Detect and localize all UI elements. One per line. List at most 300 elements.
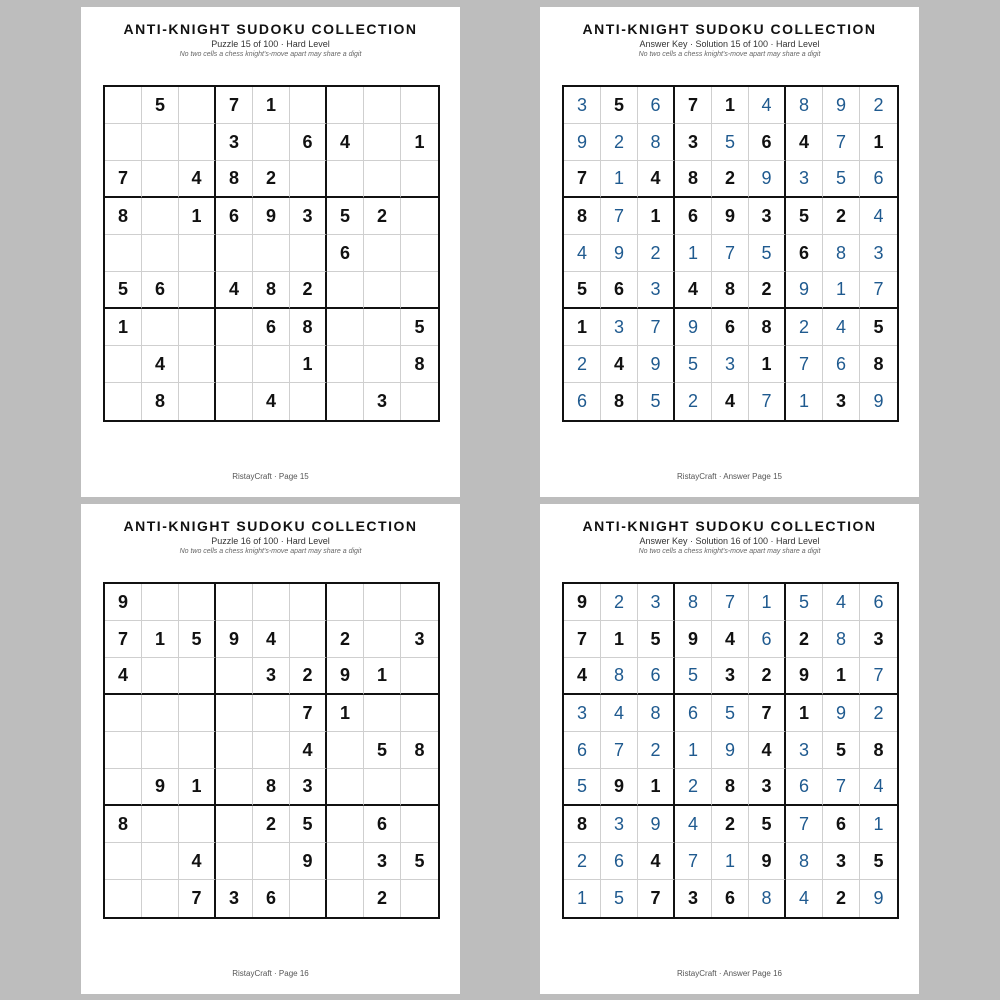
sudoku-cell xyxy=(216,843,253,880)
sudoku-cell xyxy=(179,658,216,695)
sudoku-cell: 4 xyxy=(253,383,290,420)
sudoku-cell: 8 xyxy=(253,769,290,806)
sudoku-cell xyxy=(105,695,142,732)
sudoku-cell: 1 xyxy=(860,806,897,843)
sudoku-cell: 7 xyxy=(786,806,823,843)
sudoku-cell xyxy=(327,161,364,198)
sudoku-cell: 2 xyxy=(290,272,327,309)
page-footer: RistayCraft · Page 16 xyxy=(232,969,309,978)
sudoku-cell: 8 xyxy=(786,87,823,124)
sudoku-cell xyxy=(327,272,364,309)
sudoku-cell xyxy=(401,880,438,917)
sudoku-cell: 2 xyxy=(860,87,897,124)
sudoku-cell: 7 xyxy=(860,272,897,309)
sudoku-cell: 3 xyxy=(290,198,327,235)
sudoku-cell: 3 xyxy=(364,843,401,880)
sudoku-cell: 5 xyxy=(675,346,712,383)
sudoku-cell: 1 xyxy=(823,272,860,309)
sudoku-cell: 1 xyxy=(786,383,823,420)
sudoku-cell xyxy=(179,806,216,843)
sudoku-cell: 4 xyxy=(142,346,179,383)
sudoku-cell: 8 xyxy=(564,198,601,235)
sudoku-cell: 5 xyxy=(290,806,327,843)
sudoku-cell xyxy=(253,235,290,272)
sudoku-cell xyxy=(142,161,179,198)
sudoku-cell: 7 xyxy=(601,732,638,769)
sudoku-cell: 5 xyxy=(564,272,601,309)
sudoku-cell: 4 xyxy=(253,621,290,658)
sudoku-cell xyxy=(327,880,364,917)
sudoku-cell: 6 xyxy=(216,198,253,235)
sudoku-cell xyxy=(142,584,179,621)
page-title: ANTI-KNIGHT SUDOKU COLLECTION xyxy=(123,518,418,534)
sudoku-cell: 7 xyxy=(675,87,712,124)
sudoku-cell: 7 xyxy=(564,161,601,198)
sudoku-cell: 2 xyxy=(823,880,860,917)
sudoku-cell: 4 xyxy=(786,880,823,917)
sudoku-cell: 7 xyxy=(105,161,142,198)
sudoku-cell xyxy=(179,584,216,621)
sudoku-cell: 7 xyxy=(749,383,786,420)
sudoku-cell: 1 xyxy=(253,87,290,124)
sudoku-cell: 6 xyxy=(638,87,675,124)
sudoku-cell xyxy=(290,584,327,621)
sudoku-cell: 3 xyxy=(216,124,253,161)
sudoku-cell: 6 xyxy=(638,658,675,695)
sudoku-cell xyxy=(179,732,216,769)
sudoku-cell xyxy=(290,880,327,917)
sudoku-cell: 9 xyxy=(786,272,823,309)
sudoku-cell: 3 xyxy=(601,806,638,843)
sudoku-cell xyxy=(105,235,142,272)
sudoku-cell xyxy=(327,732,364,769)
sudoku-cell: 8 xyxy=(601,383,638,420)
sudoku-cell: 9 xyxy=(786,658,823,695)
sudoku-cell: 1 xyxy=(327,695,364,732)
sudoku-cell: 6 xyxy=(364,806,401,843)
sudoku-cell: 1 xyxy=(179,198,216,235)
page-footer: RistayCraft · Answer Page 15 xyxy=(677,472,782,481)
sudoku-cell xyxy=(253,124,290,161)
sudoku-cell: 1 xyxy=(860,124,897,161)
sudoku-grid xyxy=(562,85,899,422)
sudoku-cell: 4 xyxy=(327,124,364,161)
sudoku-cell xyxy=(179,87,216,124)
sudoku-cell: 6 xyxy=(749,621,786,658)
sudoku-cell: 1 xyxy=(675,235,712,272)
sudoku-cell: 7 xyxy=(712,235,749,272)
sudoku-cell: 3 xyxy=(786,732,823,769)
sudoku-cell: 8 xyxy=(564,806,601,843)
sudoku-cell: 6 xyxy=(675,695,712,732)
sudoku-cell: 9 xyxy=(601,235,638,272)
sudoku-cell: 4 xyxy=(712,383,749,420)
sudoku-cell: 7 xyxy=(786,346,823,383)
sudoku-cell: 8 xyxy=(216,161,253,198)
sudoku-cell: 4 xyxy=(749,87,786,124)
sudoku-cell: 5 xyxy=(786,198,823,235)
sudoku-cell: 2 xyxy=(364,198,401,235)
sudoku-cell: 8 xyxy=(712,769,749,806)
page-title: ANTI-KNIGHT SUDOKU COLLECTION xyxy=(582,518,877,534)
sudoku-cell: 1 xyxy=(638,769,675,806)
sudoku-cell: 8 xyxy=(105,806,142,843)
sudoku-cell: 6 xyxy=(327,235,364,272)
sudoku-cell: 4 xyxy=(179,161,216,198)
rule-text: No two cells a chess knight's-move apart may share a digit xyxy=(179,548,362,555)
sudoku-cell: 7 xyxy=(712,584,749,621)
sudoku-cell: 3 xyxy=(823,383,860,420)
sudoku-cell: 6 xyxy=(749,124,786,161)
sudoku-cell: 5 xyxy=(401,843,438,880)
sudoku-cell xyxy=(290,383,327,420)
sudoku-cell: 2 xyxy=(860,695,897,732)
sudoku-cell: 5 xyxy=(860,843,897,880)
page-title: ANTI-KNIGHT SUDOKU COLLECTION xyxy=(123,21,418,37)
sudoku-cell: 7 xyxy=(179,880,216,917)
sudoku-cell xyxy=(364,272,401,309)
page-footer: RistayCraft · Answer Page 16 xyxy=(677,969,782,978)
sudoku-cell: 6 xyxy=(712,309,749,346)
sudoku-cell: 2 xyxy=(364,880,401,917)
sudoku-cell xyxy=(142,658,179,695)
sudoku-cell: 8 xyxy=(638,695,675,732)
sudoku-cell: 3 xyxy=(675,124,712,161)
sudoku-cell xyxy=(364,161,401,198)
sudoku-cell: 8 xyxy=(401,346,438,383)
sudoku-cell xyxy=(216,235,253,272)
sudoku-cell: 3 xyxy=(860,235,897,272)
sudoku-cell: 4 xyxy=(823,584,860,621)
sudoku-cell xyxy=(105,124,142,161)
sudoku-cell: 9 xyxy=(290,843,327,880)
sudoku-cell xyxy=(253,732,290,769)
sudoku-cell xyxy=(179,272,216,309)
sudoku-cell xyxy=(401,769,438,806)
sudoku-cell: 6 xyxy=(253,309,290,346)
sudoku-cell: 3 xyxy=(675,880,712,917)
sudoku-cell: 8 xyxy=(290,309,327,346)
sudoku-cell xyxy=(179,309,216,346)
sudoku-cell: 9 xyxy=(873,888,884,908)
sudoku-cell xyxy=(401,658,438,695)
sudoku-cell: 2 xyxy=(638,235,675,272)
sudoku-cell xyxy=(364,346,401,383)
sudoku-cell xyxy=(105,383,142,420)
sudoku-cell: 6 xyxy=(823,346,860,383)
sudoku-cell xyxy=(142,732,179,769)
sudoku-cell xyxy=(142,235,179,272)
sudoku-cell: 3 xyxy=(786,161,823,198)
sudoku-cell: 7 xyxy=(823,124,860,161)
sudoku-cell: 8 xyxy=(823,621,860,658)
sudoku-cell: 4 xyxy=(675,272,712,309)
page-title: ANTI-KNIGHT SUDOKU COLLECTION xyxy=(582,21,877,37)
sudoku-cell: 9 xyxy=(873,391,884,411)
sudoku-cell: 9 xyxy=(823,87,860,124)
sudoku-cell: 9 xyxy=(564,584,601,621)
sudoku-cell: 5 xyxy=(675,658,712,695)
sudoku-cell xyxy=(105,843,142,880)
rule-text: No two cells a chess knight's-move apart may share a digit xyxy=(179,51,362,58)
rule-text: No two cells a chess knight's-move apart may share a digit xyxy=(638,548,821,555)
sudoku-cell: 7 xyxy=(216,87,253,124)
sudoku-cell: 5 xyxy=(823,732,860,769)
sudoku-cell xyxy=(253,346,290,383)
sudoku-cell: 7 xyxy=(564,621,601,658)
sudoku-cell: 1 xyxy=(564,309,601,346)
sudoku-cell: 3 xyxy=(638,272,675,309)
sudoku-cell xyxy=(364,584,401,621)
sudoku-cell xyxy=(142,198,179,235)
sudoku-cell: 4 xyxy=(290,732,327,769)
sudoku-cell: 1 xyxy=(675,732,712,769)
sudoku-cell: 2 xyxy=(564,346,601,383)
sudoku-cell: 4 xyxy=(601,346,638,383)
sudoku-cell xyxy=(327,769,364,806)
sudoku-cell: 5 xyxy=(749,806,786,843)
sudoku-cell: 9 xyxy=(216,621,253,658)
sudoku-cell: 7 xyxy=(823,769,860,806)
sudoku-cell xyxy=(216,309,253,346)
sudoku-cell: 4 xyxy=(105,658,142,695)
sudoku-cell: 7 xyxy=(290,695,327,732)
sudoku-cell: 2 xyxy=(786,621,823,658)
sudoku-cell: 1 xyxy=(638,198,675,235)
sudoku-cell: 1 xyxy=(564,880,601,917)
sudoku-cell: 8 xyxy=(142,383,179,420)
sudoku-cell xyxy=(364,769,401,806)
sudoku-cell: 6 xyxy=(601,272,638,309)
sudoku-cell: 9 xyxy=(675,621,712,658)
sudoku-cell xyxy=(216,769,253,806)
sudoku-grid xyxy=(562,582,899,919)
sudoku-cell: 1 xyxy=(290,346,327,383)
sudoku-cell: 8 xyxy=(823,235,860,272)
sudoku-cell: 1 xyxy=(823,658,860,695)
answer-page-15 xyxy=(540,7,919,497)
sudoku-cell: 2 xyxy=(564,843,601,880)
sudoku-cell: 1 xyxy=(601,621,638,658)
sudoku-cell: 2 xyxy=(675,769,712,806)
sudoku-cell: 2 xyxy=(749,658,786,695)
sudoku-cell: 8 xyxy=(105,198,142,235)
sudoku-cell xyxy=(216,732,253,769)
sudoku-cell: 7 xyxy=(675,843,712,880)
sudoku-cell: 9 xyxy=(749,843,786,880)
sudoku-cell: 2 xyxy=(290,658,327,695)
sudoku-cell: 2 xyxy=(712,161,749,198)
sudoku-cell: 8 xyxy=(712,272,749,309)
sudoku-cell: 5 xyxy=(860,309,897,346)
sudoku-cell: 4 xyxy=(564,235,601,272)
sudoku-cell: 3 xyxy=(860,621,897,658)
sudoku-cell: 1 xyxy=(749,346,786,383)
page-subtitle: Puzzle 16 of 100 · Hard Level xyxy=(211,536,330,546)
sudoku-cell xyxy=(401,383,438,420)
sudoku-cell xyxy=(364,621,401,658)
sudoku-cell: 6 xyxy=(786,769,823,806)
sudoku-cell: 1 xyxy=(712,87,749,124)
sudoku-cell xyxy=(364,309,401,346)
sudoku-cell: 1 xyxy=(401,124,438,161)
sudoku-cell xyxy=(401,695,438,732)
sudoku-cell: 1 xyxy=(712,843,749,880)
sudoku-cell: 9 xyxy=(327,658,364,695)
sudoku-cell: 7 xyxy=(105,621,142,658)
sudoku-cell: 5 xyxy=(601,880,638,917)
sudoku-cell xyxy=(364,695,401,732)
sudoku-cell: 6 xyxy=(253,880,290,917)
sudoku-cell: 6 xyxy=(142,272,179,309)
sudoku-cell: 6 xyxy=(601,843,638,880)
sudoku-cell: 6 xyxy=(712,880,749,917)
sudoku-cell: 4 xyxy=(786,124,823,161)
sudoku-cell xyxy=(401,272,438,309)
page-subtitle: Puzzle 15 of 100 · Hard Level xyxy=(211,39,330,49)
sudoku-cell: 3 xyxy=(638,584,675,621)
sudoku-cell xyxy=(364,87,401,124)
sudoku-cell: 6 xyxy=(564,732,601,769)
sudoku-cell: 1 xyxy=(105,309,142,346)
sudoku-cell: 4 xyxy=(712,621,749,658)
sudoku-cell: 4 xyxy=(749,732,786,769)
sudoku-cell: 7 xyxy=(638,880,675,917)
sudoku-cell: 9 xyxy=(749,161,786,198)
sudoku-cell xyxy=(401,161,438,198)
sudoku-cell xyxy=(401,584,438,621)
sudoku-cell: 9 xyxy=(712,198,749,235)
sudoku-cell: 1 xyxy=(749,584,786,621)
sudoku-cell xyxy=(327,383,364,420)
sudoku-cell: 2 xyxy=(253,806,290,843)
sudoku-cell: 2 xyxy=(327,621,364,658)
sudoku-cell: 5 xyxy=(712,695,749,732)
sudoku-cell: 6 xyxy=(675,198,712,235)
sudoku-cell xyxy=(253,695,290,732)
sudoku-cell: 3 xyxy=(749,198,786,235)
sudoku-cell: 2 xyxy=(823,198,860,235)
sudoku-cell: 5 xyxy=(364,732,401,769)
sudoku-cell: 2 xyxy=(253,161,290,198)
sudoku-cell: 9 xyxy=(601,769,638,806)
answer-page-16 xyxy=(540,504,919,994)
sudoku-cell: 2 xyxy=(638,732,675,769)
sudoku-cell xyxy=(179,346,216,383)
sudoku-cell: 4 xyxy=(564,658,601,695)
sudoku-grid xyxy=(103,85,440,422)
sudoku-cell: 5 xyxy=(327,198,364,235)
sudoku-cell xyxy=(105,346,142,383)
sudoku-cell: 3 xyxy=(823,843,860,880)
page-subtitle: Answer Key · Solution 15 of 100 · Hard Level xyxy=(639,39,820,49)
sudoku-cell: 4 xyxy=(860,769,897,806)
sudoku-cell xyxy=(216,695,253,732)
sudoku-cell: 4 xyxy=(638,161,675,198)
sudoku-cell xyxy=(105,87,142,124)
sudoku-cell xyxy=(364,235,401,272)
rule-text: No two cells a chess knight's-move apart may share a digit xyxy=(638,51,821,58)
sudoku-cell: 9 xyxy=(712,732,749,769)
sudoku-cell: 4 xyxy=(675,806,712,843)
sudoku-cell: 2 xyxy=(749,272,786,309)
page-subtitle: Answer Key · Solution 16 of 100 · Hard Level xyxy=(639,536,820,546)
sudoku-cell: 5 xyxy=(749,235,786,272)
sudoku-cell xyxy=(327,843,364,880)
sudoku-grid xyxy=(103,582,440,919)
sudoku-cell: 8 xyxy=(749,309,786,346)
sudoku-cell: 3 xyxy=(216,880,253,917)
sudoku-cell: 1 xyxy=(142,621,179,658)
sudoku-cell xyxy=(105,732,142,769)
sudoku-cell xyxy=(179,235,216,272)
sudoku-cell: 4 xyxy=(601,695,638,732)
sudoku-cell: 1 xyxy=(601,161,638,198)
sudoku-cell: 8 xyxy=(253,272,290,309)
sudoku-cell: 5 xyxy=(601,87,638,124)
sudoku-cell: 1 xyxy=(786,695,823,732)
page-footer: RistayCraft · Page 15 xyxy=(232,472,309,481)
sudoku-cell xyxy=(364,124,401,161)
sudoku-cell: 9 xyxy=(564,124,601,161)
sudoku-cell: 7 xyxy=(601,198,638,235)
sudoku-cell: 5 xyxy=(179,621,216,658)
sudoku-cell: 7 xyxy=(638,309,675,346)
sudoku-cell: 3 xyxy=(564,87,601,124)
sudoku-cell xyxy=(401,198,438,235)
sudoku-cell: 5 xyxy=(142,87,179,124)
sudoku-cell: 8 xyxy=(401,732,438,769)
sudoku-cell: 5 xyxy=(105,272,142,309)
sudoku-cell: 3 xyxy=(290,769,327,806)
sudoku-cell xyxy=(216,346,253,383)
sudoku-cell: 9 xyxy=(675,309,712,346)
sudoku-cell xyxy=(253,584,290,621)
sudoku-cell: 4 xyxy=(823,309,860,346)
sudoku-cell xyxy=(179,383,216,420)
sudoku-cell: 8 xyxy=(860,732,897,769)
sudoku-cell: 6 xyxy=(860,584,897,621)
sudoku-cell xyxy=(401,806,438,843)
sudoku-cell: 5 xyxy=(638,621,675,658)
sudoku-cell xyxy=(142,880,179,917)
sudoku-cell: 6 xyxy=(786,235,823,272)
sudoku-cell: 8 xyxy=(749,880,786,917)
sudoku-cell: 9 xyxy=(142,769,179,806)
sudoku-cell: 5 xyxy=(786,584,823,621)
sudoku-cell: 8 xyxy=(601,658,638,695)
sudoku-cell xyxy=(327,806,364,843)
sudoku-cell xyxy=(327,87,364,124)
sudoku-cell xyxy=(216,584,253,621)
sudoku-cell: 9 xyxy=(638,346,675,383)
sudoku-cell xyxy=(179,695,216,732)
sudoku-cell: 5 xyxy=(712,124,749,161)
sudoku-cell xyxy=(327,584,364,621)
sudoku-cell xyxy=(142,806,179,843)
sudoku-cell: 3 xyxy=(401,621,438,658)
sudoku-cell: 3 xyxy=(564,695,601,732)
sudoku-cell: 6 xyxy=(823,806,860,843)
sudoku-cell: 3 xyxy=(253,658,290,695)
sudoku-cell xyxy=(216,806,253,843)
sudoku-cell xyxy=(401,235,438,272)
sudoku-cell: 3 xyxy=(601,309,638,346)
sudoku-cell: 3 xyxy=(712,346,749,383)
puzzle-page-16 xyxy=(81,504,460,994)
sudoku-cell: 4 xyxy=(860,198,897,235)
sudoku-cell: 3 xyxy=(364,383,401,420)
